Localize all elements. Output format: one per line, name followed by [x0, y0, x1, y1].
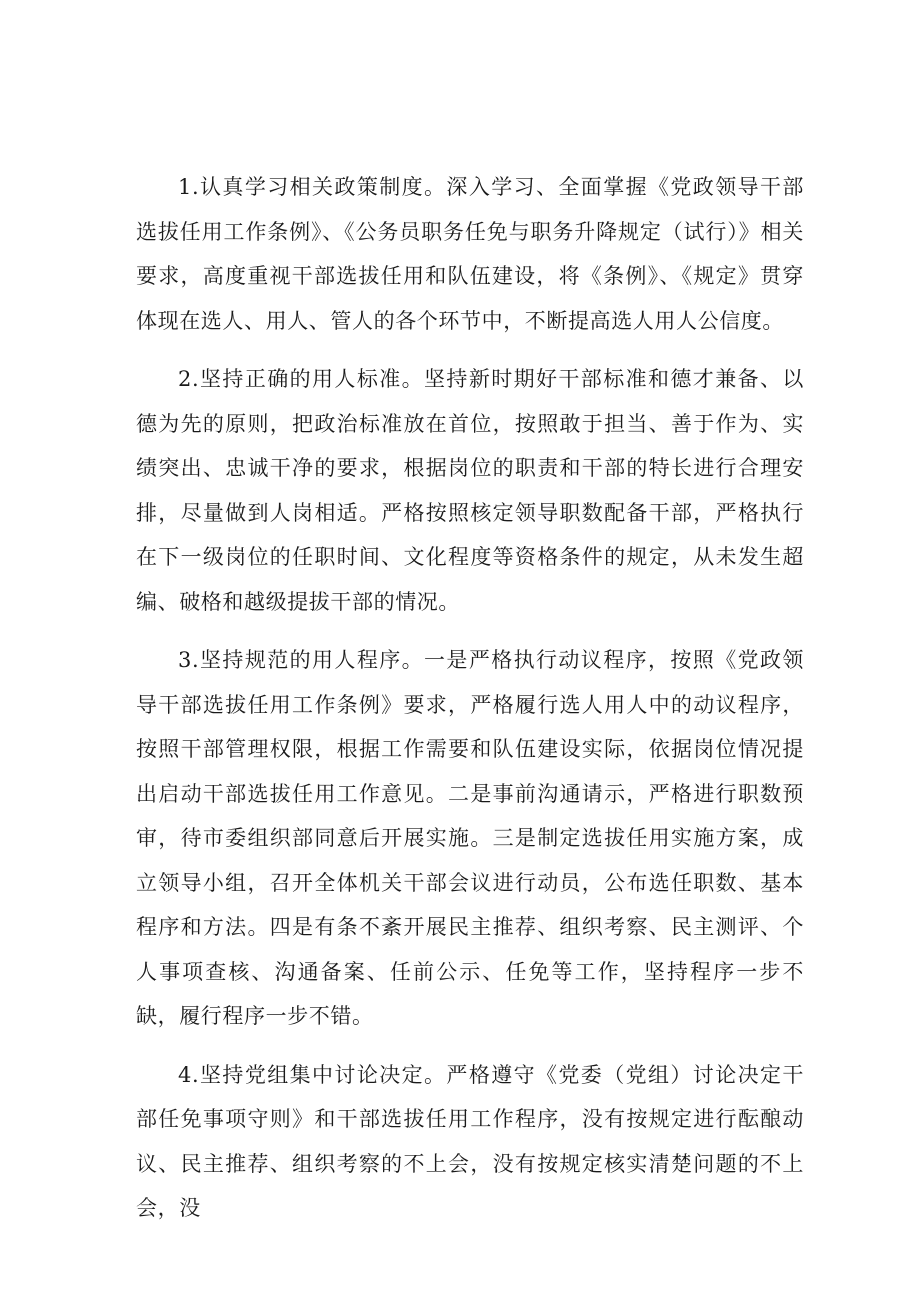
paragraph-2: 2.坚持正确的用人标准。坚持新时期好干部标准和德才兼备、以德为先的原则，把政治标准放在首位，按照敢于担当、善于作为、实绩突出、忠诚干净的要求，根据岗位的职责和干部的特长进行合理安排，尽量做到人岗相适。严格按照核定领导职数配备干部，严格执行在下一级岗位的任职时间、文化程度等资格条件的规定，从未发生超编、破格和越级提拔干部的情况。: [136, 367, 804, 614]
paragraph-1: 1.认真学习相关政策制度。深入学习、全面掌握《党政领导干部选拔任用工作条例》、《公务员职务任免与职务升降规定（试行）》相关要求，高度重视干部选拔任用和队伍建设，将《条例》、《规定》贯穿体现在选人、用人、管人的各个环节中，不断提高选人用人公信度。: [136, 175, 804, 333]
paragraph-3: 3.坚持规范的用人程序。一是严格执行动议程序，按照《党政领导干部选拔任用工作条例》要求，严格履行选人用人中的动议程序，按照干部管理权限，根据工作需要和队伍建设实际，依据岗位情况提出启动干部选拔任用工作意见。二是事前沟通请示，严格进行职数预审，待市委组织部同意后开展实施。三是制定选拔任用实施方案，成立领导小组，召开全体机关干部会议进行动员，公布选任职数、基本程序和方法。四是有条不紊开展民主推荐、组织考察、民主测评、个人事项查核、沟通备案、任前公示、任免等工作，坚持程序一步不缺，履行程序一步不错。: [136, 648, 804, 1028]
document-body: [136, 165, 804, 1245]
paragraph-4: 4.坚持党组集中讨论决定。严格遵守《党委（党组）讨论决定干部任免事项守则》和干部选拔任用工作程序，没有按规定进行酝酿动议、民主推荐、组织考察的不上会，没有按规定核实清楚问题的不上会，没: [136, 1062, 804, 1220]
